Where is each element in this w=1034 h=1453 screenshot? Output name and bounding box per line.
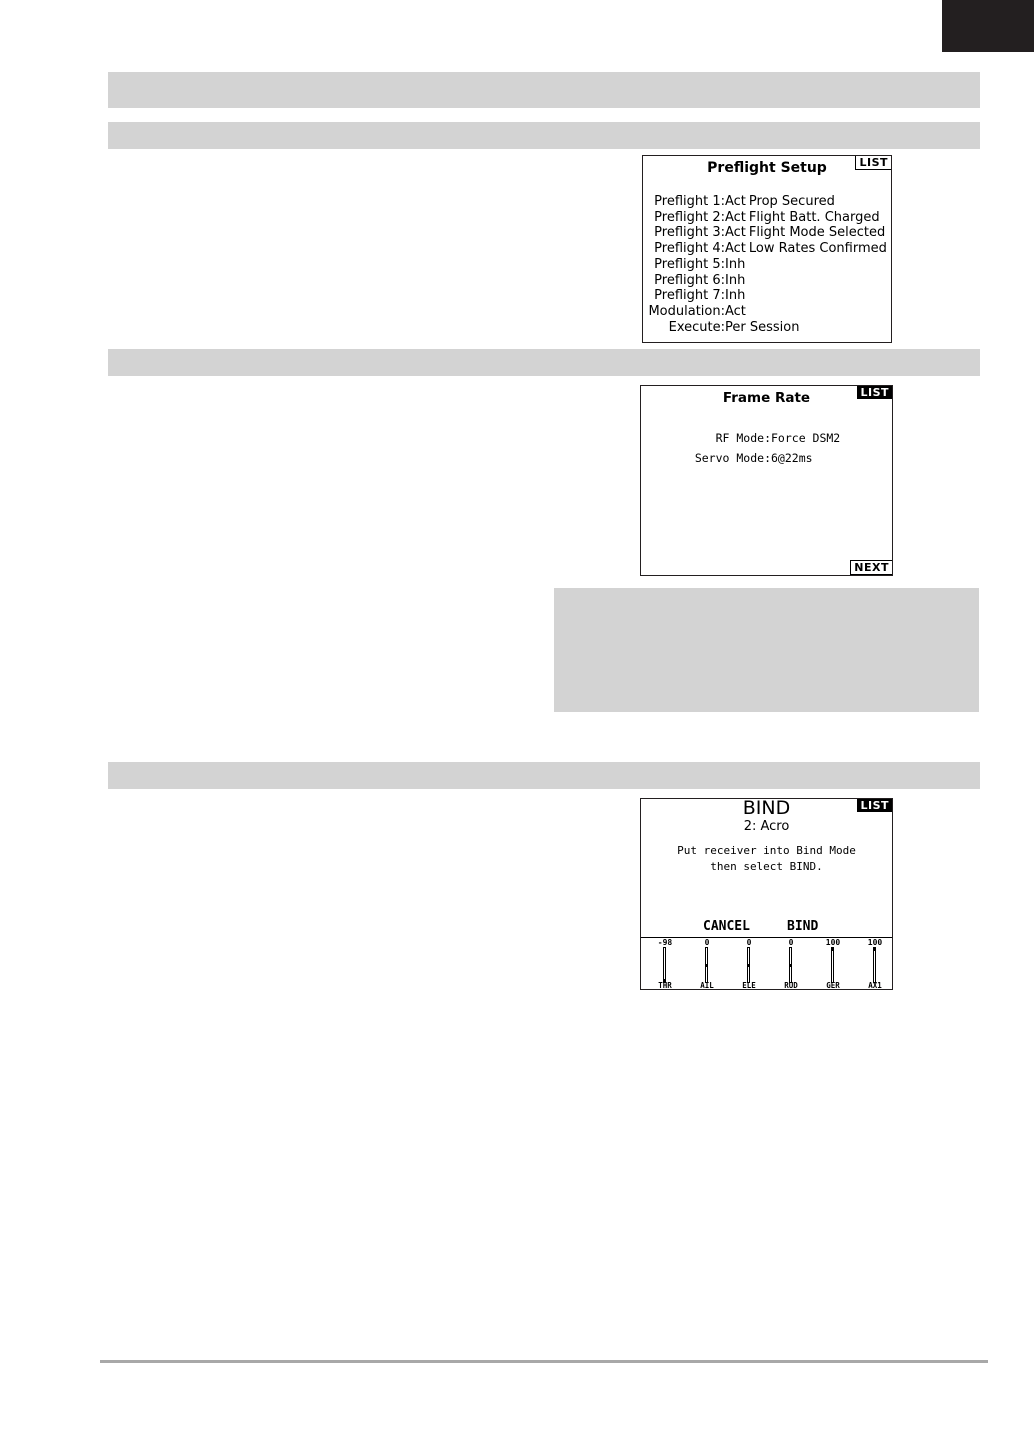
row-detail: Flight Batt. Charged	[748, 209, 880, 225]
servo-mode-label: Servo Mode:	[694, 451, 771, 465]
row-label: Preflight 1:	[654, 194, 725, 209]
note-box	[554, 588, 979, 712]
preflight-row[interactable]	[643, 194, 835, 210]
channel-indicator	[831, 948, 834, 951]
row-label: Preflight 5:	[654, 256, 725, 272]
row-label: Preflight 6:	[654, 272, 725, 288]
row-value: Act	[725, 241, 746, 257]
channel-value: 100	[825, 938, 841, 947]
preflight-row[interactable]	[643, 257, 745, 273]
channel-bar	[831, 947, 834, 983]
row-detail: Prop Secured	[748, 194, 835, 209]
row-value: Inh	[725, 256, 746, 272]
preflight-row[interactable]	[643, 241, 887, 257]
preflight-row[interactable]	[643, 273, 745, 289]
channel-rud	[776, 938, 806, 990]
channel-value: 0	[746, 938, 752, 947]
row-detail: Low Rates Confirmed	[748, 241, 887, 257]
header-bar	[108, 72, 980, 108]
channel-bar	[747, 947, 750, 983]
channel-indicator	[873, 948, 876, 951]
rf-mode-label: RF Mode:	[715, 431, 771, 445]
row-label: Execute:	[668, 319, 725, 335]
row-label: Preflight 7:	[654, 288, 725, 304]
preflight-row[interactable]	[643, 225, 885, 241]
row-value: Act	[725, 303, 746, 319]
instruction-line-2: then select BIND.	[710, 860, 823, 873]
channel-ail	[692, 938, 722, 990]
section-bar-bind	[108, 762, 980, 789]
row-label: Preflight 4:	[654, 241, 725, 257]
channel-monitor	[646, 938, 889, 990]
channel-bar	[663, 947, 666, 983]
instruction-line-1: Put receiver into Bind Mode	[677, 844, 856, 857]
next-badge[interactable]: NEXT	[850, 560, 892, 575]
channel-name: GER	[826, 981, 840, 990]
list-badge[interactable]: LIST	[857, 799, 892, 812]
servo-mode-value: 6@22ms	[771, 451, 813, 465]
rf-mode-row[interactable]	[641, 430, 840, 446]
channel-name: AX1	[868, 981, 882, 990]
row-value: Act	[725, 194, 746, 209]
row-value: Act	[725, 209, 746, 225]
page-corner-tab	[942, 0, 1034, 52]
row-label: Preflight 3:	[654, 225, 725, 241]
channel-thr	[650, 938, 680, 990]
preflight-row[interactable]	[643, 288, 745, 304]
channel-name: THR	[658, 981, 672, 990]
row-value: Per Session	[725, 319, 800, 335]
section-bar-preflight	[108, 122, 980, 149]
channel-value: 100	[867, 938, 883, 947]
model-name: 2: Acro	[743, 819, 790, 834]
rf-mode-value: Force DSM2	[771, 431, 841, 445]
frame-rate-screen	[640, 385, 893, 576]
bind-title: BIND	[742, 797, 791, 819]
cancel-button[interactable]: CANCEL	[703, 919, 750, 934]
channel-name: RUD	[784, 981, 798, 990]
screen-title: Frame Rate	[722, 390, 811, 406]
channel-name: AIL	[700, 981, 714, 990]
channel-value: 0	[704, 938, 710, 947]
list-badge[interactable]: LIST	[855, 156, 891, 170]
row-label: Modulation:	[648, 303, 725, 319]
row-value: Inh	[725, 272, 746, 288]
preflight-row[interactable]	[643, 210, 880, 226]
channel-indicator	[705, 964, 708, 967]
footer-rule	[100, 1360, 988, 1363]
screen-title: Preflight Setup	[707, 160, 827, 176]
row-value: Act	[725, 225, 746, 241]
channel-value: -98	[657, 938, 673, 947]
channel-bar	[873, 947, 876, 983]
row-detail: Flight Mode Selected	[748, 225, 886, 241]
channel-name: ELE	[742, 981, 756, 990]
channel-bar	[789, 947, 792, 983]
channel-ax1	[860, 938, 890, 990]
channel-value: 0	[788, 938, 794, 947]
channel-indicator	[789, 964, 792, 967]
section-bar-frame-rate	[108, 349, 980, 376]
channel-bar	[705, 947, 708, 983]
bind-screen	[640, 798, 893, 990]
preflight-row[interactable]	[643, 304, 746, 320]
channel-ele	[734, 938, 764, 990]
channel-ger	[818, 938, 848, 990]
preflight-row[interactable]	[643, 320, 799, 336]
row-value: Inh	[725, 288, 746, 304]
servo-mode-row[interactable]	[641, 450, 813, 466]
channel-indicator	[747, 964, 750, 967]
row-label: Preflight 2:	[654, 209, 725, 225]
preflight-setup-screen	[642, 155, 892, 343]
bind-button[interactable]: BIND	[787, 919, 819, 934]
list-badge[interactable]: LIST	[857, 386, 892, 399]
